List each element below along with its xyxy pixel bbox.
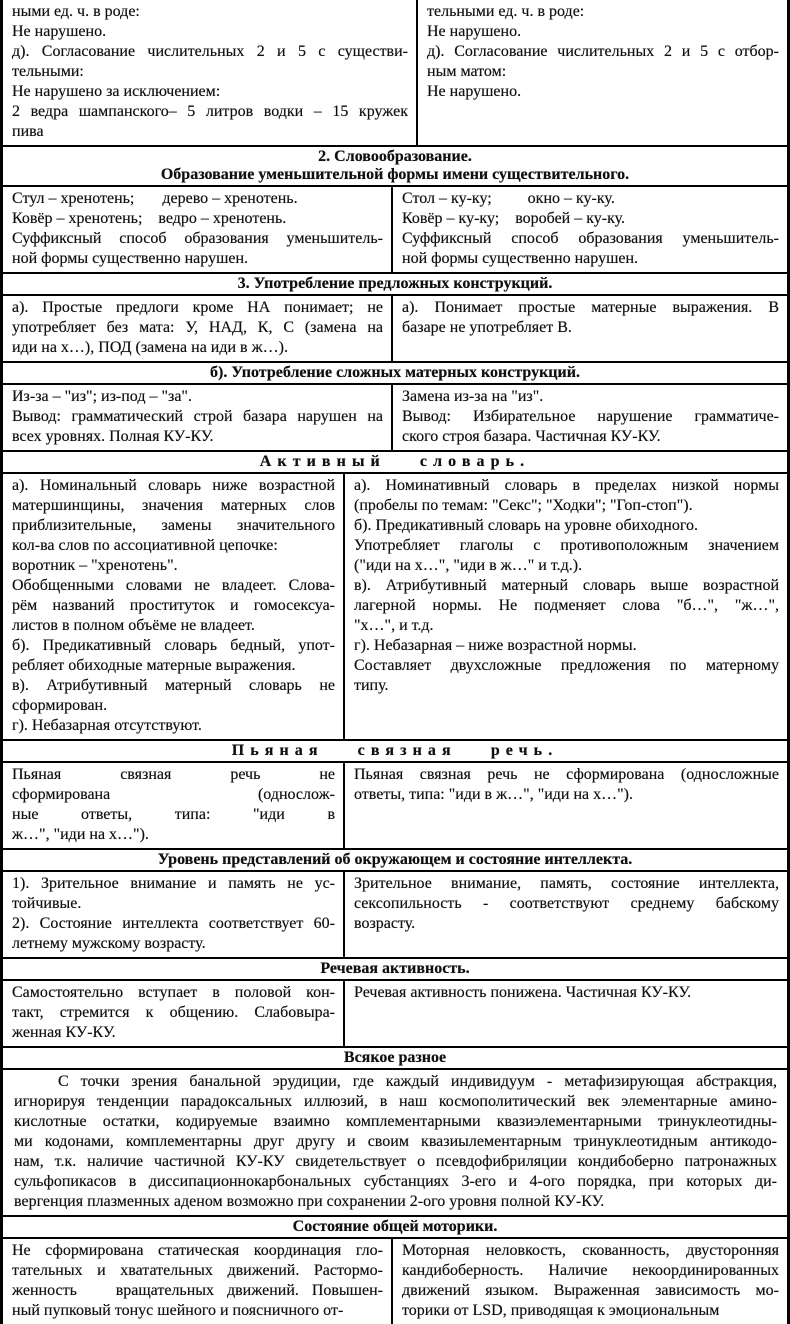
cell-iz-za-right: Замена из-за на "из". Вывод: Избирательное нарушение грамматиче- ского строя базара. Частичная КУ-КУ.	[402, 388, 779, 445]
header-prepositional-constructions	[3, 272, 787, 294]
row-drunk-connected-speech	[3, 761, 787, 848]
cell-iz-za-left: Из-за – "из"; из-под – "за". Вывод: грамматический строй базара нарушен на всех уровнях. Полная КУ-КУ.	[3, 385, 393, 450]
header-complex-mat-text: б). Употребление сложных матерных конструкций.	[210, 364, 580, 381]
row-intellect	[3, 870, 787, 957]
cell-drunk-speech-right: Пьяная связная речь не сформирована (односложные ответы, типа: "иди в ж…", "иди на х…").	[354, 766, 779, 803]
header-miscellaneous-text: Всякое разное	[343, 1049, 447, 1066]
header-active-vocabulary-text: Активный словарь.	[259, 453, 531, 470]
cell-numeral-agreement-right: тельными ед. ч. в роде: Не нарушено. д). Согласование числительных 2 и 5 с отбор- ным матом: Не нарушено.	[427, 3, 779, 100]
header-word-formation-text: 2. Словообразование. Образование уменьшительной формы имени существительного.	[160, 148, 630, 183]
cell-speech-activity-right: Речевая активность понижена. Частичная КУ-КУ.	[354, 984, 692, 1001]
cell-numeral-agreement-left: ными ед. ч. в роде: Не нарушено. д). Согласование числительных 2 и 5 с существи- тельными: Не нарушено за исключением: 2 ведра шампанского– 5 литров водки – 15 кружек пива	[3, 0, 418, 145]
header-intellect	[3, 848, 787, 870]
header-intellect-text: Уровень представлений об окружающем и состояние интеллекта.	[157, 851, 633, 868]
row-iz-za-constructions	[3, 383, 787, 450]
cell-intellect-left: 1). Зрительное внимание и память не ус- тойчивые. 2). Состояние интеллекта соответствует 60- летнему мужскому возрасту.	[3, 872, 345, 957]
cell-active-vocabulary-left: а). Номинальный словарь ниже возрастной матершинщины, значения матерных слов приблизительные, замены значительного кол-ва слов по ассоциативной цепочке: воротник – "хренотень". Обобщенными словами не владеет. Слова- рём названий проституток и гомосексуа- листов в полном объёме не владеет. б). Предикативный словарь бедный, упот- ребляет обиходные матерные выражения. в). Атрибутивный матерный словарь не сформирован. г). Небазарная отсутствуют.	[3, 474, 345, 739]
cell-drunk-speech-left: Пьяная связная речь не сформирована (однослож- ные ответы, типа: "иди в ж…", "иди на х…").	[3, 763, 345, 848]
cell-diminutive-right: Стол – ку-ку; окно – ку-ку. Ковёр – ку-ку; воробей – ку-ку. Суффиксный способ образования уменьшитель- ной формы существенно нарушен.	[402, 190, 779, 267]
header-complex-mat-constructions	[3, 361, 787, 383]
row-active-vocabulary	[3, 472, 787, 739]
row-speech-activity	[3, 979, 787, 1046]
header-speech-activity-text: Речевая активность.	[320, 960, 470, 977]
cell-general-motor-left: Не сформирована статическая координация гло- тательных и хватательных движений. Растормо- женность вращательных движений. Повышен- ный пупковый тонус шейного и поясничного от-	[3, 1239, 393, 1324]
header-drunk-speech-text: Пьяная связная речь.	[231, 742, 559, 759]
header-general-motor-text: Состояние общей моторики.	[292, 1218, 498, 1235]
row-general-motor-skills	[3, 1237, 787, 1324]
cell-active-vocabulary-right: а). Номинативный словарь в пределах низкой нормы (пробелы по темам: "Секс"; "Ходки"; "Гоп-стоп"). б). Предикативный словарь на уровне обиходного. Употребляет глаголы с противоположным значением ("иди на х…", "иди в ж…" и т.д.). в). Атрибутивный матерный словарь выше возрастной лагерной нормы. Не подменяет слова "б…", "ж…", "х…", и т.д. г). Небазарная – ниже возрастной нормы. Составляет двухсложные предложения по матерному типу.	[354, 477, 779, 694]
cell-prepositions-left: а). Простые предлоги кроме НА понимает; не употребляет без мата: У, НАД, К, С (замена на иди на х…), ПОД (замена на иди в ж…).	[3, 296, 393, 361]
cell-intellect-right: Зрительное внимание, память, состояние интеллекта, сексопильность - соответствуют среднему бабскому возрасту.	[354, 875, 779, 932]
header-miscellaneous	[3, 1046, 787, 1068]
header-general-motor-skills	[3, 1215, 787, 1237]
header-speech-activity	[3, 957, 787, 979]
cell-speech-activity-left: Самостоятельно вступает в половой кон- такт, стремится к общению. Слабовыра- женная КУ-КУ.	[3, 981, 345, 1046]
cell-diminutive-left: Стул – хренотень; дерево – хренотень. Ковёр – хренотень; ведро – хренотень. Суффиксный способ образования уменьшитель- ной формы существенно нарушен.	[3, 187, 393, 272]
row-numeral-agreement-continued	[3, 0, 787, 145]
header-prepositional-text: 3. Употребление предложных конструкций.	[237, 275, 553, 292]
cell-miscellaneous-paragraph: С точки зрения банальной эрудиции, где каждый индивидуум - метафизирующая абстракция, игнорируя тенденции парадоксальных иллюзий, в наш космополитический век элементарные амино- кислотные остатки, кодируемые взаимно комплементарными квазиэлементарными тринуклеотидны- ми кодонами, комплементарны друг другу и своим квазиылементарным тринуклеотидным антикодо- нам, т.к. наличие частичной КУ-КУ свидетельствует о псевдофибриляции кондибоберно патронажных сульфопикасов в диссипационнокарбональных субстанциях 3-его и 4-ого порядка, при которых ди- вергенция плазменных аденом возможно при сохранении 2-ого уровня полной КУ-КУ.	[14, 1073, 777, 1210]
header-active-vocabulary	[3, 450, 787, 472]
cell-general-motor-right: Моторная неловкость, скованность, двусторонняя кандибоберность. Наличие некоординированных движений языком. Выраженная зависимость мо- торики от LSD, приводящая к эмоциональным	[402, 1242, 779, 1319]
cell-prepositions-right: а). Понимает простые матерные выражения. В базаре не употребляет В.	[402, 299, 779, 336]
header-drunk-connected-speech	[3, 739, 787, 761]
row-diminutive-forms	[3, 185, 787, 272]
header-word-formation	[3, 145, 787, 185]
row-simple-prepositions	[3, 294, 787, 361]
row-miscellaneous-paragraph	[3, 1068, 787, 1215]
